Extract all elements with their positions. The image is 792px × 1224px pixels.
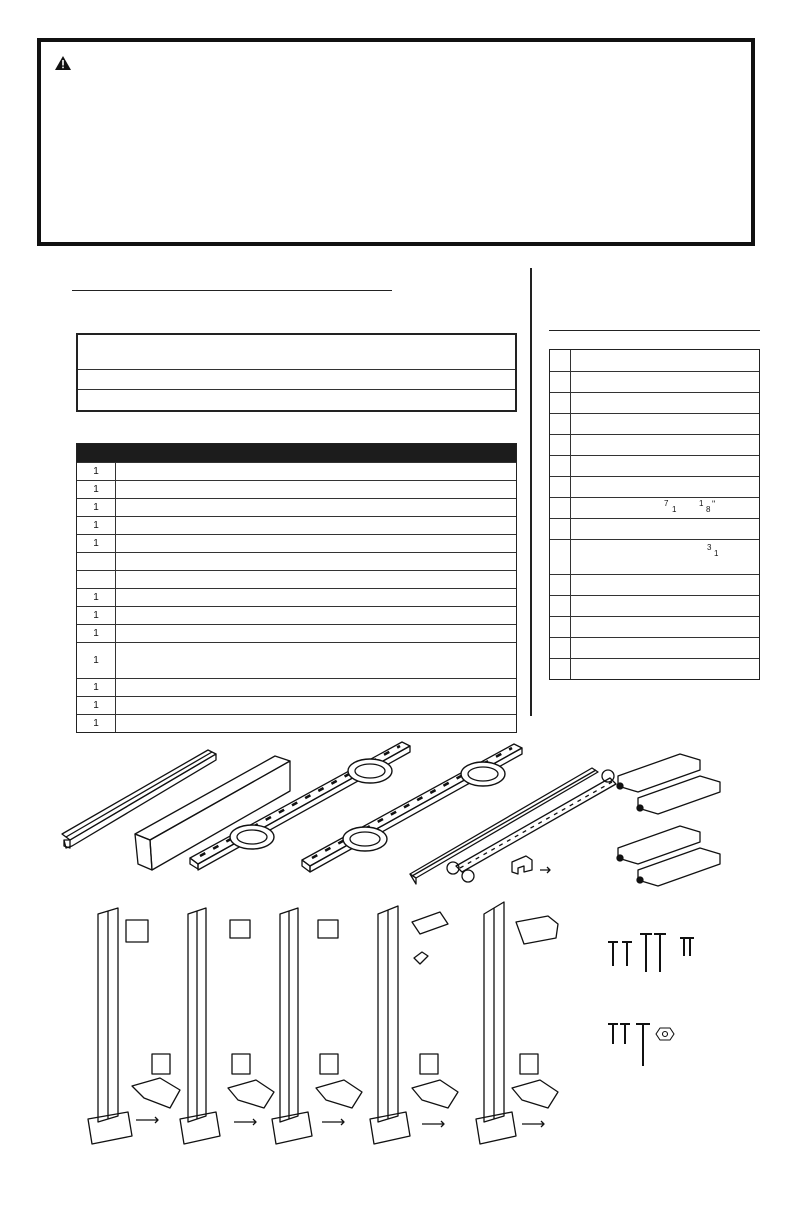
table-row [77,696,516,714]
rail-assembly-illustration [190,742,410,870]
rail-assembly-illustration [302,744,522,872]
fraction-denominator: 1 [672,505,677,514]
qty-cell: 1 [77,625,116,642]
parts-table-header [77,444,516,462]
hardware-heading-underline [549,330,760,331]
table-row [77,480,516,498]
post-illustration [272,908,362,1144]
post-illustration [476,902,558,1144]
table-row [77,606,516,624]
table-row [550,392,759,413]
table-row [550,434,759,455]
column-divider [530,268,532,716]
fastener-illustration [608,934,694,1066]
table-row [77,642,516,678]
table-row [550,658,759,679]
table-row [550,497,759,518]
qty-cell: 1 [77,481,116,498]
qty-cell: 1 [77,499,116,516]
hinge-bracket-illustration [617,754,720,886]
model-info-table [76,333,517,412]
table-row [550,413,759,434]
inch-mark: " [712,499,716,509]
table-row [550,476,759,497]
header-illustration [135,756,290,870]
post-illustration [180,908,274,1144]
qty-cell: 1 [77,463,116,480]
fraction-numerator: 3 [707,543,712,552]
table-row [77,498,516,516]
fraction-denominator: 1 [714,549,719,558]
qty-cell: 1 [77,679,116,696]
qty-cell [77,571,116,588]
table-row [77,588,516,606]
table-row [77,714,516,732]
table-row [550,616,759,637]
qty-cell: 1 [77,643,116,678]
model-info-row [78,370,515,390]
table-row [550,637,759,658]
table-row [550,371,759,392]
qty-cell: 1 [77,589,116,606]
qty-cell: 1 [77,697,116,714]
rail-illustration [62,750,216,848]
table-row [550,595,759,616]
table-row [77,624,516,642]
model-info-row [78,335,515,370]
table-row [77,678,516,696]
table-row [77,552,516,570]
fraction-denominator: 8 [706,505,711,514]
hardware-table [549,349,760,680]
section-heading-underline [72,290,392,291]
table-row [550,518,759,539]
table-row [550,455,759,476]
warning-box [37,38,755,246]
fraction-numerator: 7 [664,499,669,508]
table-row [550,539,759,574]
model-info-row [78,390,515,410]
fraction-numerator: 1 [699,499,704,508]
post-illustration [370,906,458,1144]
warning-triangle-icon [54,55,72,71]
parts-illustration [40,736,760,1156]
bracket-illustration [447,770,616,882]
table-row [77,534,516,552]
qty-cell: 1 [77,535,116,552]
table-row [77,516,516,534]
table-row [550,350,759,371]
qty-cell: 1 [77,715,116,732]
table-row [77,570,516,588]
qty-cell [77,553,116,570]
qty-cell: 1 [77,607,116,624]
post-illustration [88,908,180,1144]
parts-table [76,443,517,733]
table-row [77,462,516,480]
qty-cell: 1 [77,517,116,534]
table-row [550,574,759,595]
